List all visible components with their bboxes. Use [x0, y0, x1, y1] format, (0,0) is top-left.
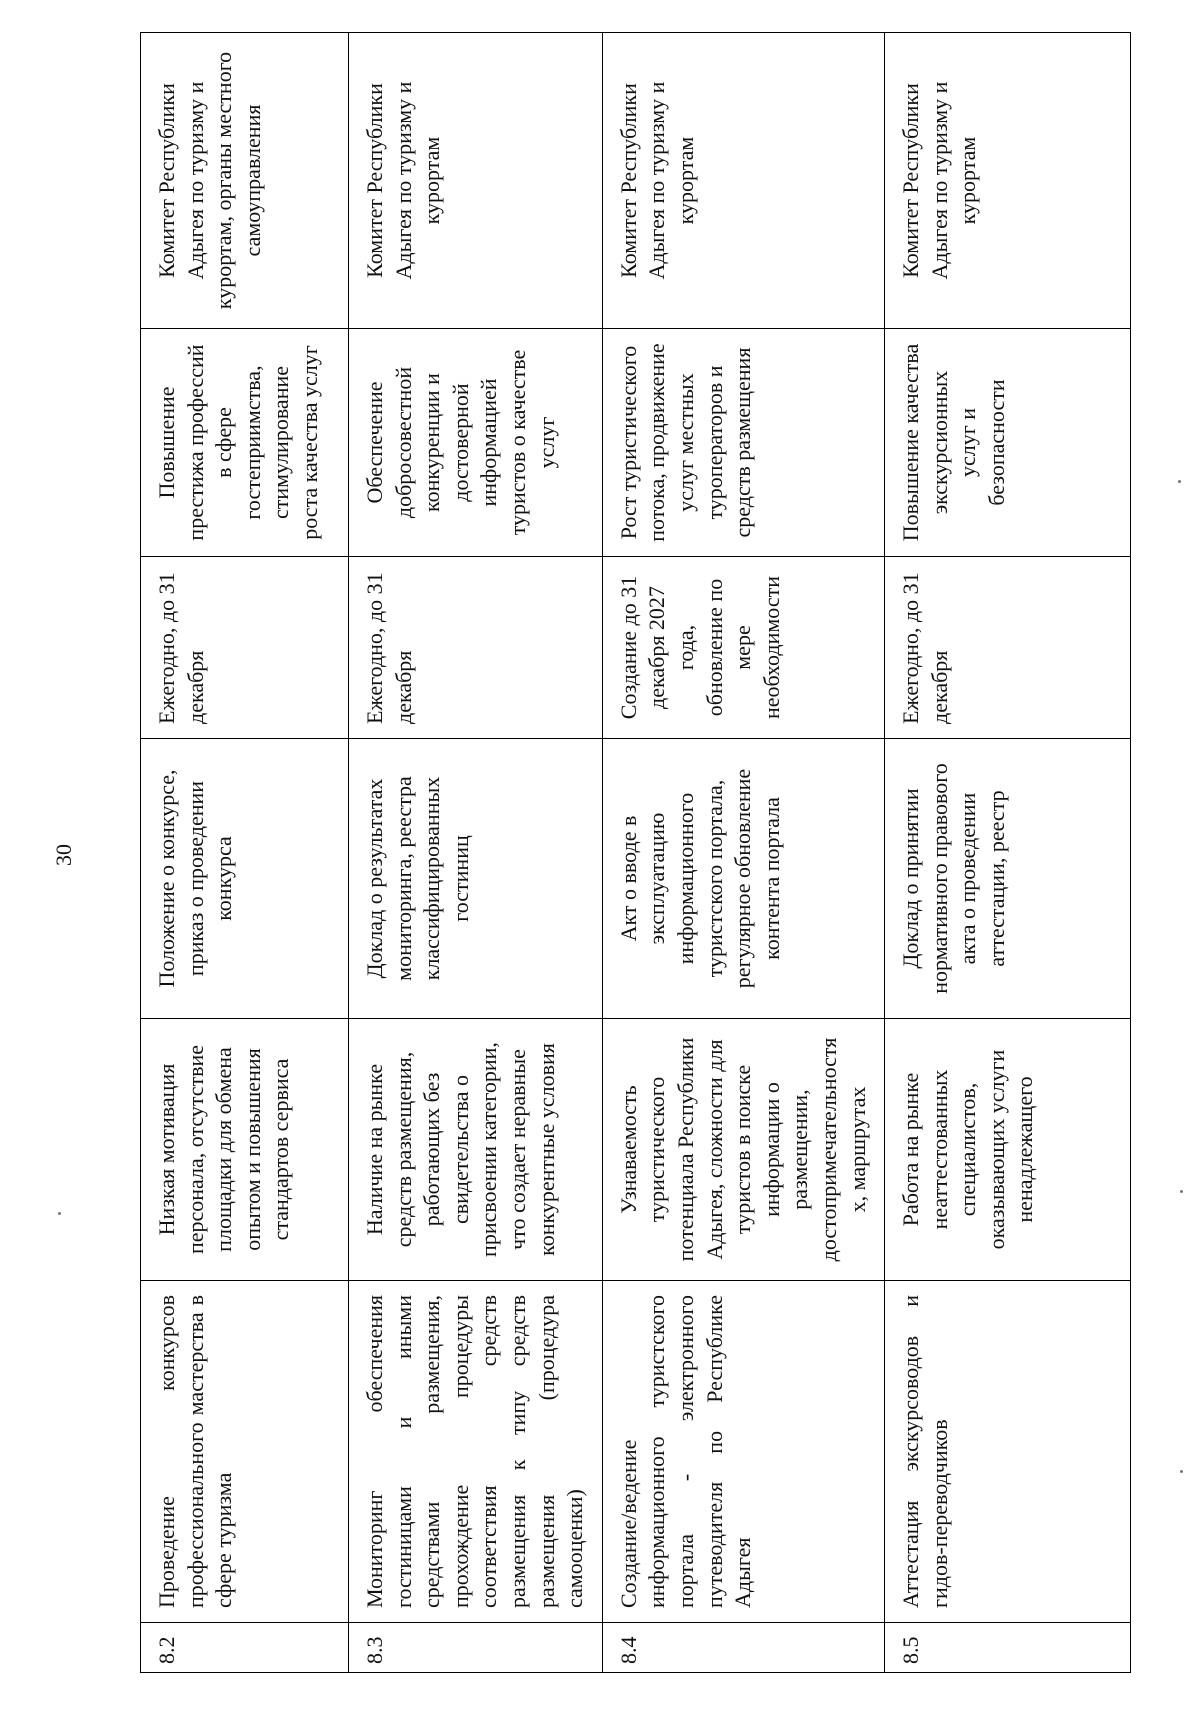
measures-table: [140, 32, 1131, 1673]
deadline-cell: Ежегодно, до 31 декабря: [885, 557, 1131, 739]
table-row: [349, 33, 603, 1673]
row-number: 8.4: [602, 1623, 884, 1673]
page-number: 30: [51, 844, 76, 866]
problem-cell: Работа на рынке неаттестованных специалистов, оказывающих услуги ненадлежащего: [885, 1019, 1131, 1281]
table-row: [885, 33, 1131, 1673]
table-row: [141, 33, 349, 1673]
activity-cell: Создание/ведение информационного туристского портала - электронного путеводителя по Республике Адыгея: [602, 1281, 884, 1623]
scan-speck: [58, 1212, 61, 1215]
problem-cell: Низкая мотивация персонала, отсутствие площадки для обмена опытом и повышения стандартов сервиса: [141, 1019, 349, 1281]
row-number: 8.2: [141, 1623, 349, 1673]
document-cell: Акт о вводе в эксплуатацию информационного туристского портала, регулярное обновление контента портала: [602, 739, 884, 1019]
problem-cell: Наличие на рынке средств размещения, работающих без свидетельства о присвоении категории, что создает неравные конкурентные условия: [349, 1019, 603, 1281]
rotated-table-container: [140, 33, 1100, 1673]
deadline-cell: Ежегодно, до 31 декабря: [349, 557, 603, 739]
row-number: 8.3: [349, 1623, 603, 1673]
deadline-cell: Ежегодно, до 31 декабря: [141, 557, 349, 739]
activity-cell: Аттестация экскурсоводов и гидов-переводчиков: [885, 1281, 1131, 1623]
result-cell: Повышение престижа профессий в сфере гостеприимства, стимулирование роста качества услуг: [141, 329, 349, 557]
deadline-cell: Создание до 31 декабря 2027 года, обновление по мере необходимости: [602, 557, 884, 739]
responsible-cell: Комитет Республики Адыгея по туризму и курортам: [349, 33, 603, 329]
table-row: [602, 33, 884, 1673]
activity-cell: Проведение конкурсов профессионального мастерства в сфере туризма: [141, 1281, 349, 1623]
scan-speck: [1178, 480, 1181, 483]
result-cell: Повышение качества экскурсионных услуг и безопасности: [885, 329, 1131, 557]
document-cell: Положение о конкурсе, приказ о проведении конкурса: [141, 739, 349, 1019]
problem-cell: Узнаваемость туристического потенциала Республики Адыгея, сложности для туристов в поиске информации о размещении, достопримечательностя х, маршрутах: [602, 1019, 884, 1281]
responsible-cell: Комитет Республики Адыгея по туризму и курортам: [885, 33, 1131, 329]
document-cell: Доклад о принятии нормативного правового акта о проведении аттестации, реестр: [885, 739, 1131, 1019]
responsible-cell: Комитет Республики Адыгея по туризму и курортам: [602, 33, 884, 329]
row-number: 8.5: [885, 1623, 1131, 1673]
result-cell: Обеспечение добросовестной конкуренции и достоверной информацией туристов о качестве услуг: [349, 329, 603, 557]
result-cell: Рост туристического потока, продвижение услуг местных туроператоров и средств размещения: [602, 329, 884, 557]
document-cell: Доклад о результатах мониторинга, реестра классифицированных гостиниц: [349, 739, 603, 1019]
scan-speck: [1180, 1470, 1183, 1473]
scan-speck: [1180, 1190, 1183, 1193]
responsible-cell: Комитет Республики Адыгея по туризму и курортам, органы местного самоуправления: [141, 33, 349, 329]
activity-cell: Мониторинг обеспечения гостиницами и иными средствами размещения, прохождение процедуры соответствия средств размещения к типу средств размещения (процедура самооценки): [349, 1281, 603, 1623]
